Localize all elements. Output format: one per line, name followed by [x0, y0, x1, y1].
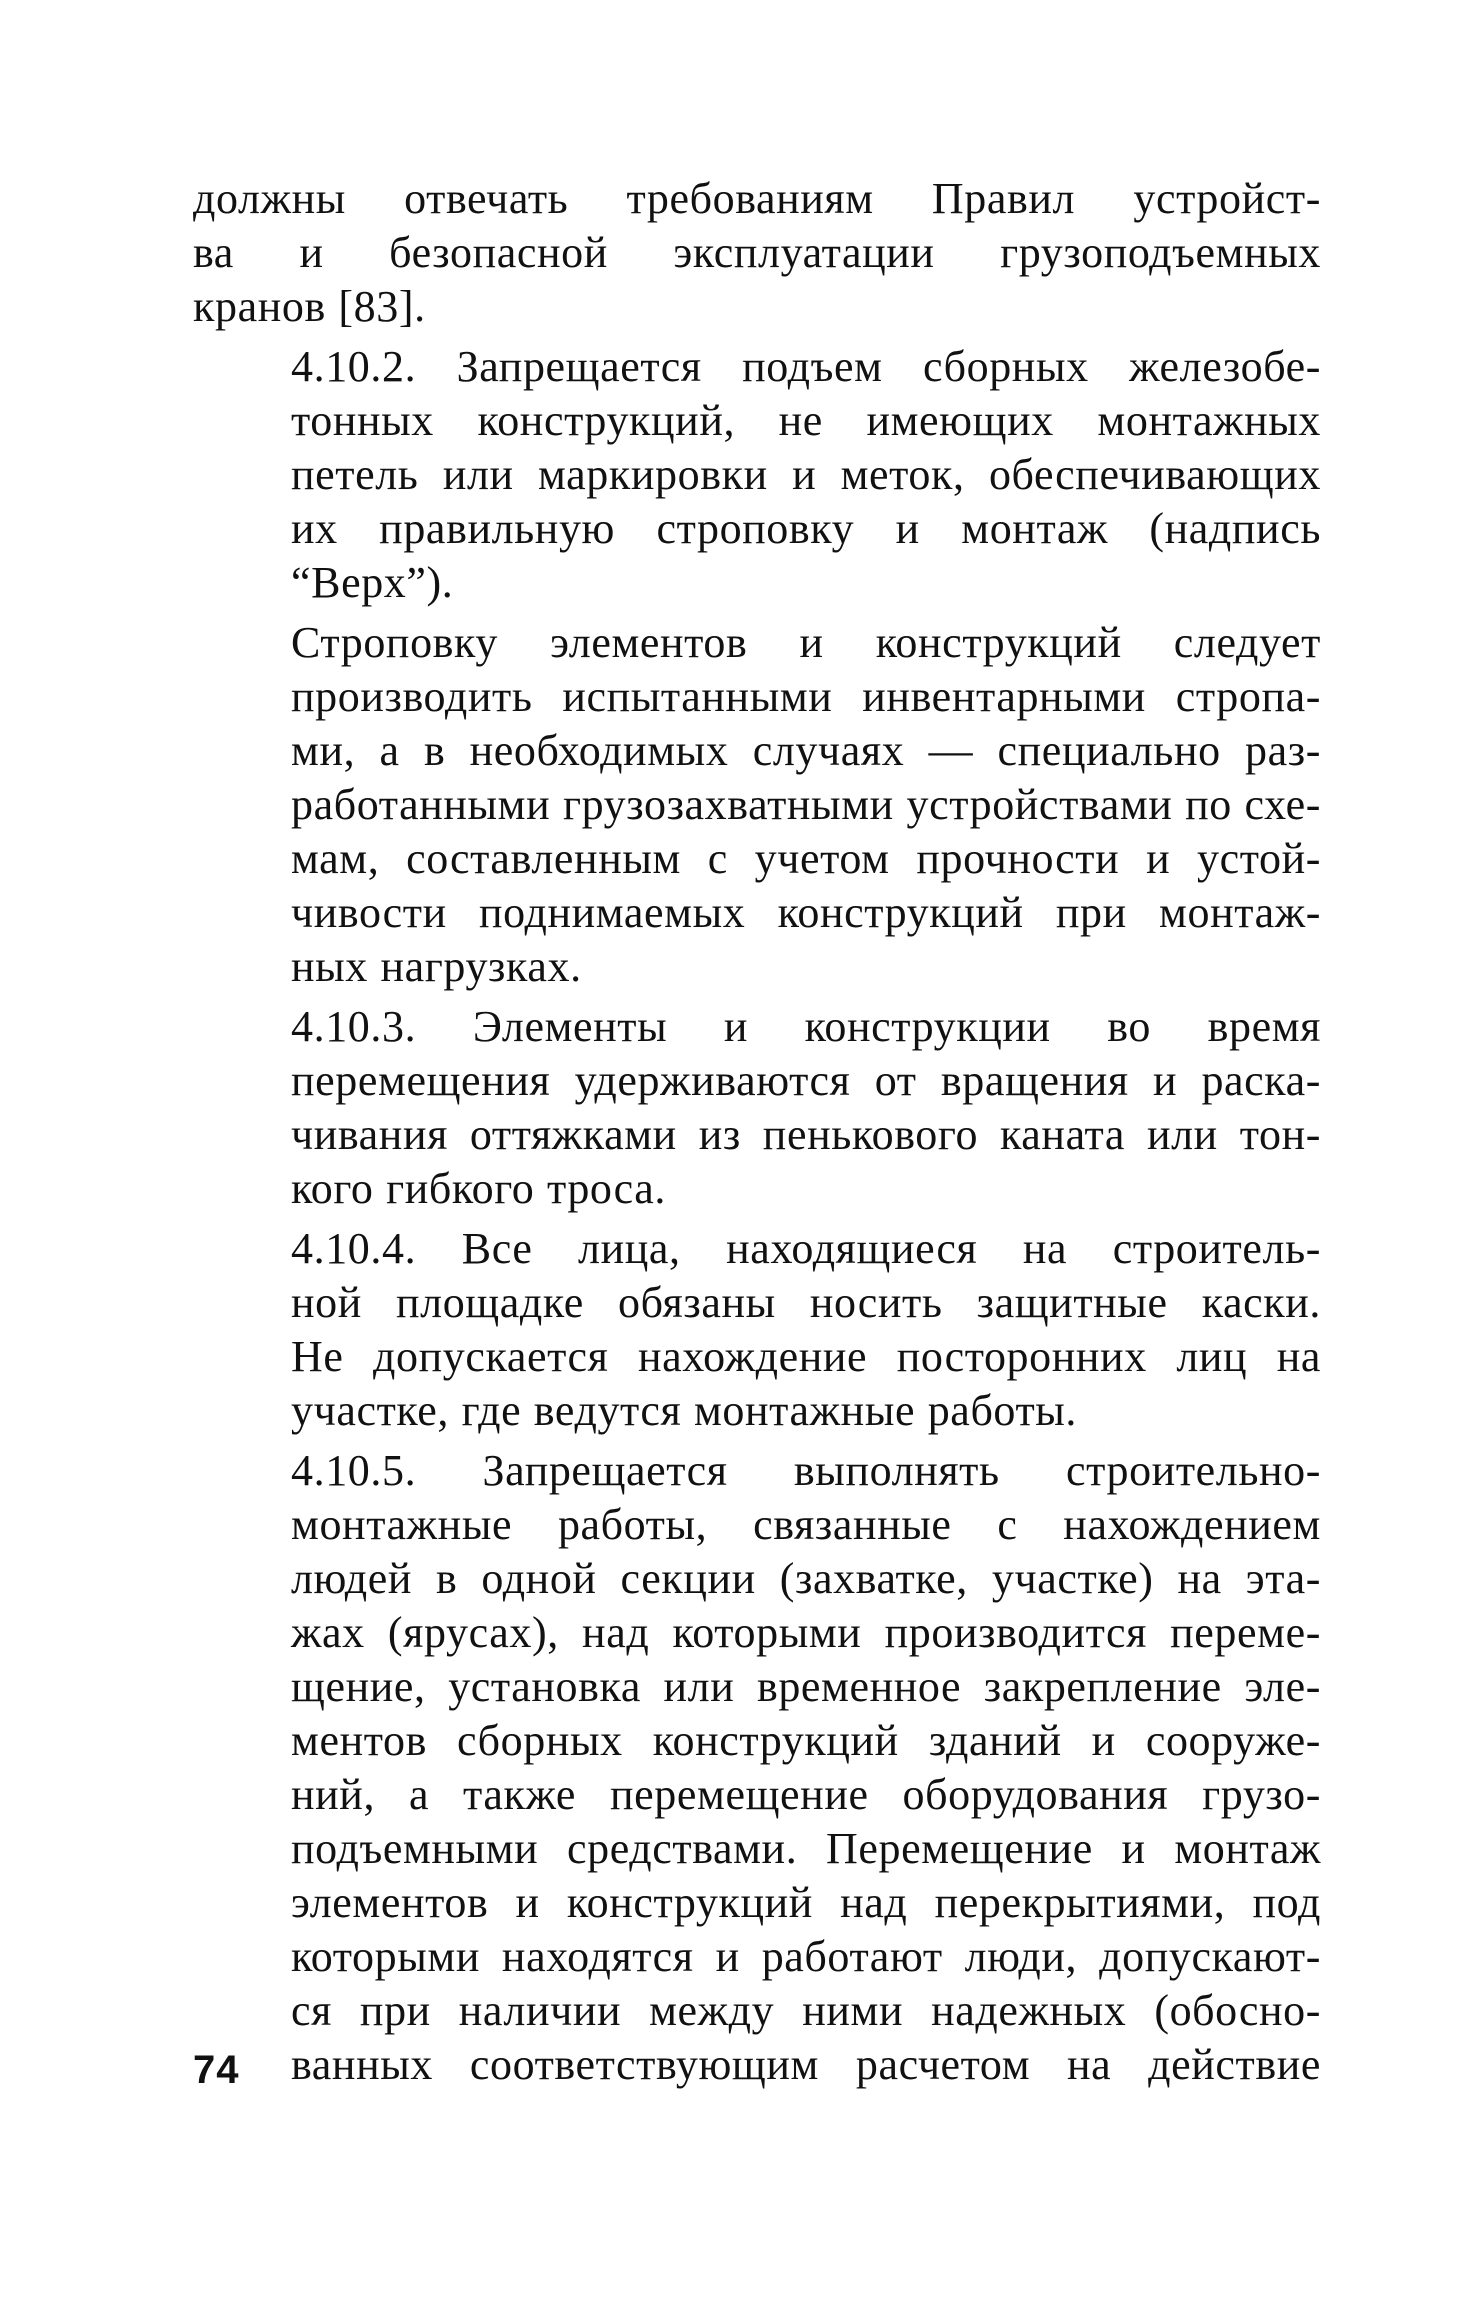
text-line: Не допускается нахождение посторонних лиц на — [291, 1332, 1321, 1381]
text-line: 4.10.5. Запрещается выполнять строительно- — [291, 1446, 1321, 1495]
text-line: подъемными средствами. Перемещение и монтаж — [291, 1824, 1321, 1873]
text-line: чивости поднимаемых конструкций при монтаж- — [291, 888, 1321, 937]
text-line: работанными грузозахватными устройствами по схе- — [291, 780, 1321, 829]
text-line: которыми находятся и работают люди, допускают- — [291, 1932, 1321, 1981]
text-line: ний, а также перемещение оборудования грузо- — [291, 1770, 1321, 1819]
text-line: ся при наличии между ними надежных (обосно- — [291, 1986, 1321, 2035]
text-line: ментов сборных конструкций зданий и сооруже- — [291, 1716, 1321, 1765]
paragraph — [193, 1222, 1321, 1438]
text-line: элементов и конструкций над перекрытиями, под — [291, 1878, 1321, 1927]
text-line: щение, установка или временное закрепление эле- — [291, 1662, 1321, 1711]
text-line: людей в одной секции (захватке, участке) на эта- — [291, 1554, 1321, 1603]
text-line: кого гибкого троса. — [291, 1164, 667, 1213]
text-line: жах (ярусах), над которыми производится переме- — [291, 1608, 1321, 1657]
text-line: кранов [83]. — [193, 282, 426, 331]
text-line: ва и безопасной эксплуатации грузоподъемных — [193, 228, 1321, 277]
text-line: ми, а в необходимых случаях — специально раз- — [291, 726, 1321, 775]
paragraph — [193, 340, 1321, 610]
text-line: мам, составленным с учетом прочности и устой- — [291, 834, 1321, 883]
text-line: производить испытанными инвентарными стропа- — [291, 672, 1321, 721]
text-line: 4.10.3. Элементы и конструкции во время — [291, 1002, 1321, 1051]
text-line: должны отвечать требованиям Правил устройст- — [193, 174, 1321, 223]
text-line: перемещения удерживаются от вращения и раска- — [291, 1056, 1321, 1105]
text-line: “Верх”). — [291, 558, 454, 607]
text-line: ванных соответствующим расчетом на действие — [291, 2040, 1321, 2089]
paragraph — [193, 1000, 1321, 1216]
text-line: 4.10.2. Запрещается подъем сборных железобе- — [291, 342, 1321, 391]
text-line: монтажные работы, связанные с нахождением — [291, 1500, 1321, 1549]
text-line: тонных конструкций, не имеющих монтажных — [291, 396, 1321, 445]
text-line: ных нагрузках. — [291, 942, 582, 991]
text-line: чивания оттяжками из пенькового каната или тон- — [291, 1110, 1321, 1159]
text-line: их правильную строповку и монтаж (надпись — [291, 504, 1321, 553]
text-line: ной площадке обязаны носить защитные каски. — [291, 1278, 1321, 1327]
page-number: 74 — [193, 2048, 240, 2092]
paragraph — [193, 616, 1321, 994]
text-line: петель или маркировки и меток, обеспечивающих — [291, 450, 1321, 499]
paragraph — [193, 172, 1321, 334]
body-text — [193, 172, 1321, 2098]
text-line: участке, где ведутся монтажные работы. — [291, 1386, 1078, 1435]
text-line: 4.10.4. Все лица, находящиеся на строитель- — [291, 1224, 1321, 1273]
paragraph — [193, 1444, 1321, 2092]
text-line: Строповку элементов и конструкций следует — [291, 618, 1321, 667]
